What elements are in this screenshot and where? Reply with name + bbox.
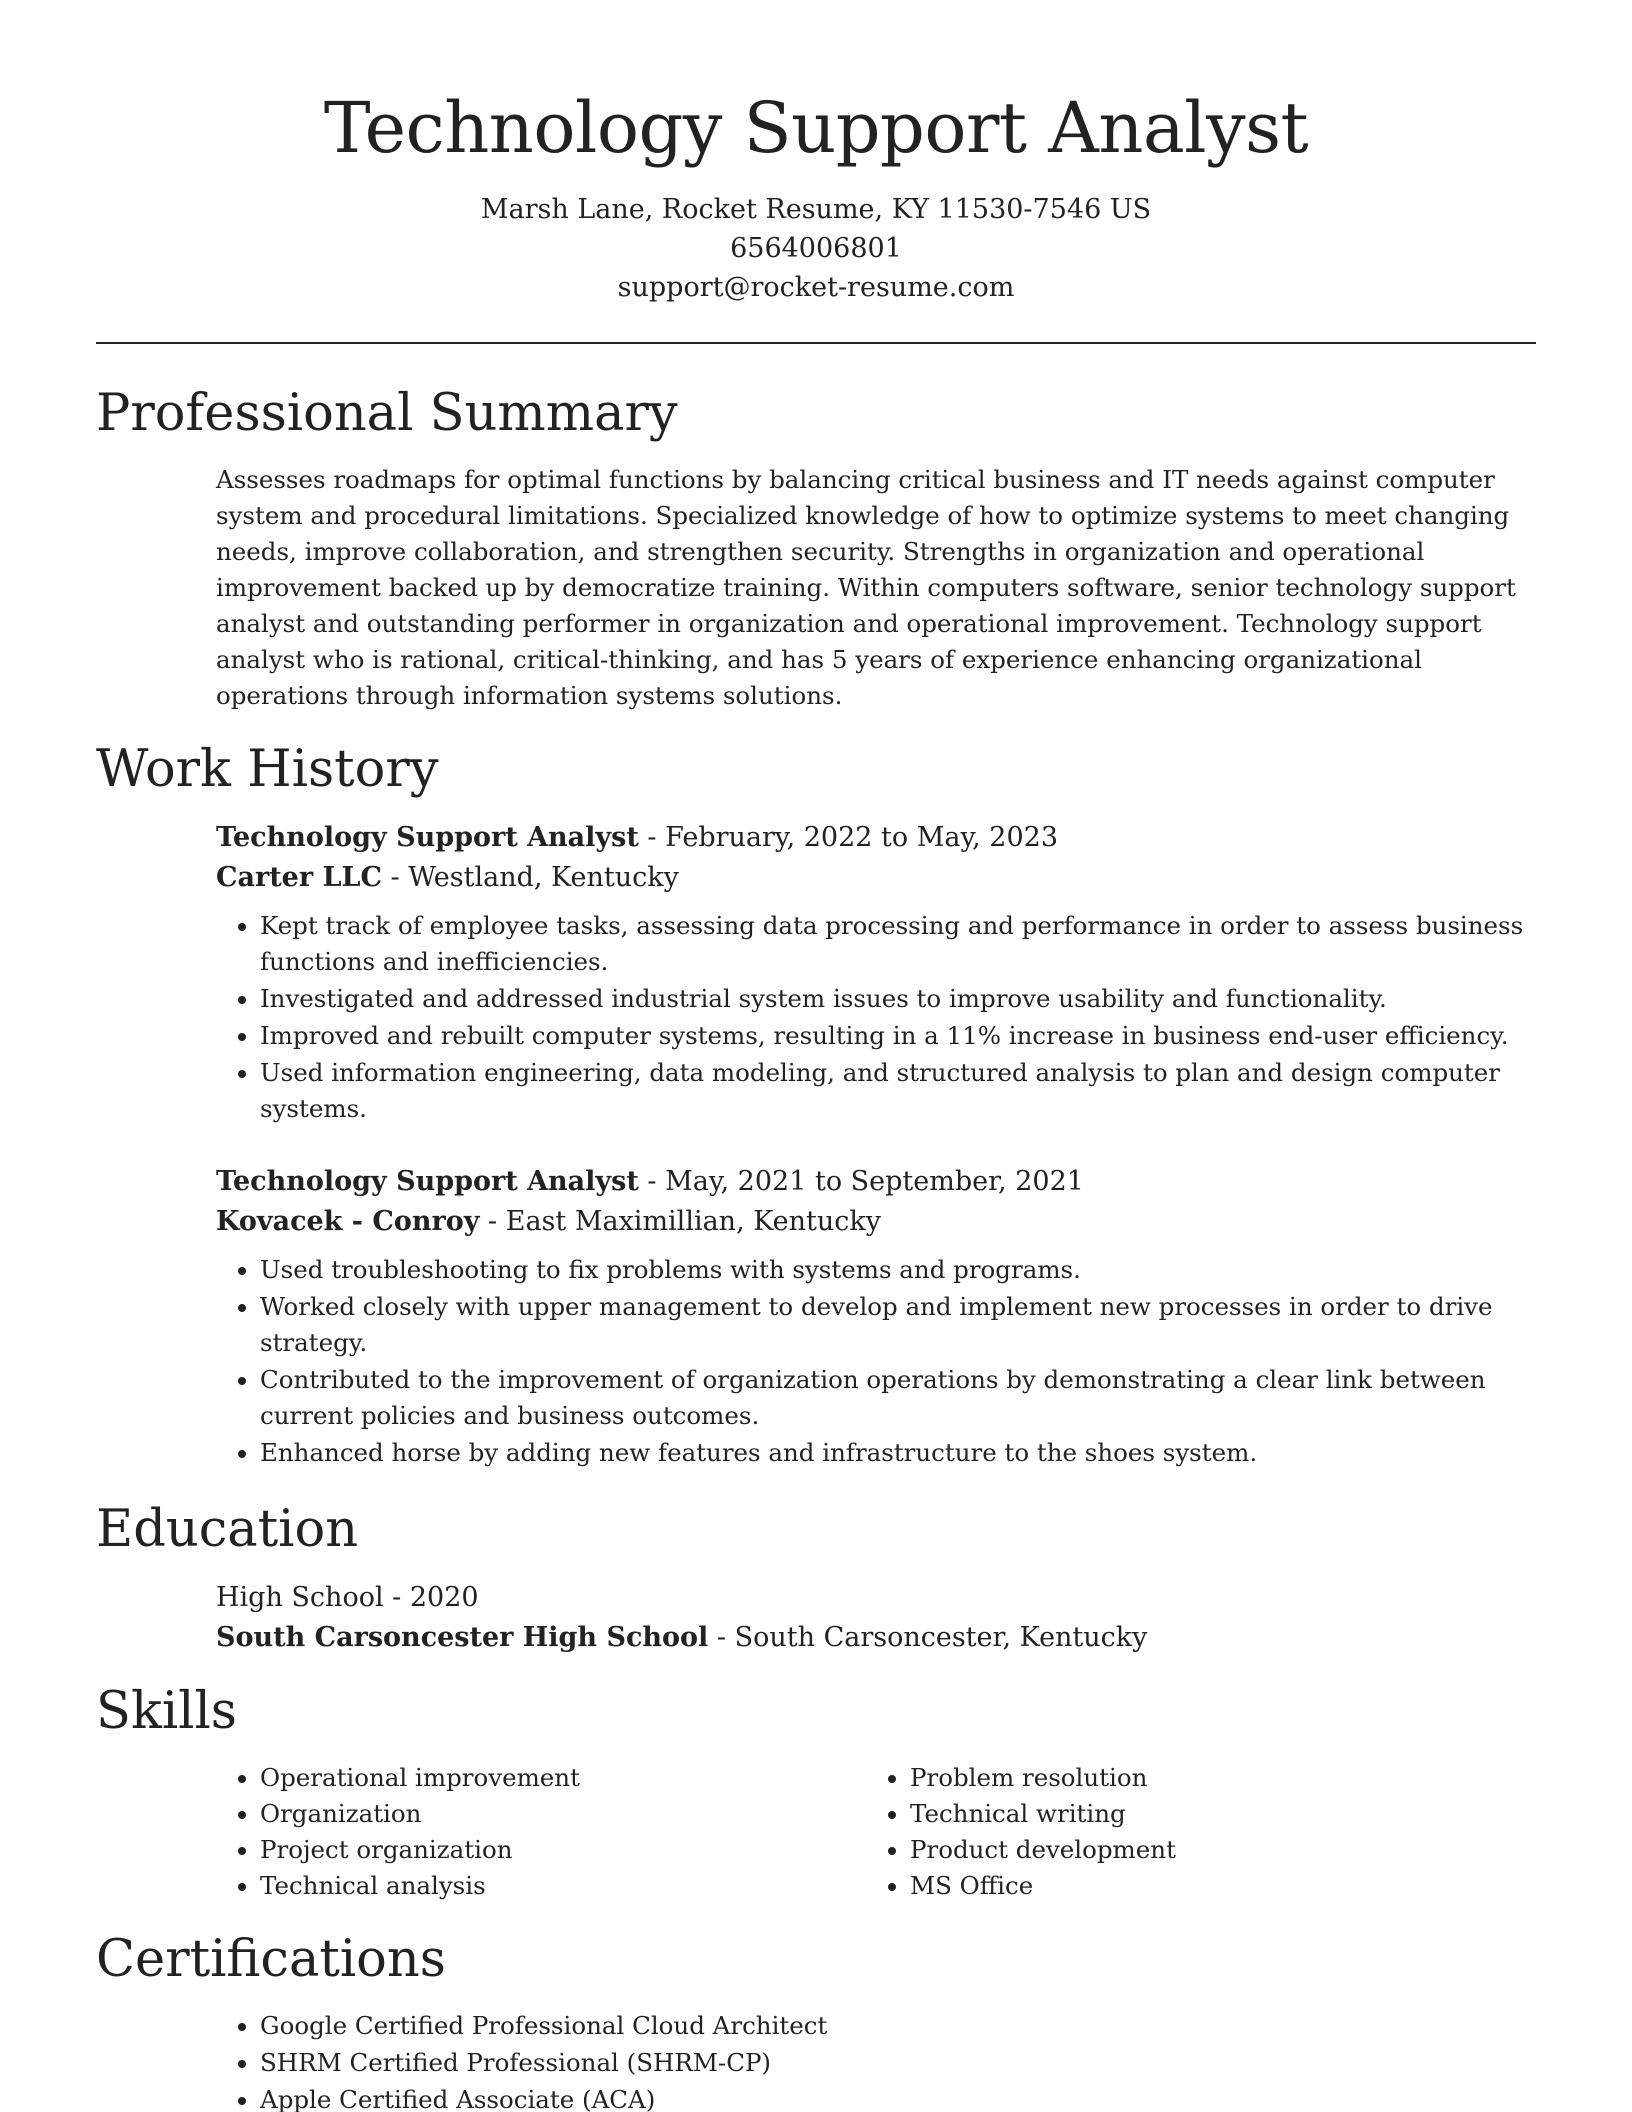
job-dates: - February, 2022 to May, 2023 [638,822,1059,853]
resume-header [0,0,1632,307]
certifications-heading: Certifications [96,1930,446,1989]
summary-text: Assesses roadmaps for optimal functions by balancing critical business and IT needs against computer system and procedural limitations. Specialized knowledge of how to optimize systems to meet changing needs, improve collaboration, and strengthen security. Strengths in organization and operational improvement backed up by democratize training. Within computers software, senior technology support analyst and outstanding performer in organization and operational improvement. Technology support analyst who is rational, critical-thinking, and has 5 years of experience enhancing organizational operations through information systems solutions. [216,465,1516,710]
skills-list-right [866,1760,1516,1904]
skill-item: • Product development [910,1832,1516,1868]
skills-heading: Skills [96,1682,237,1741]
skill-item: • MS Office [910,1868,1516,1904]
certifications-list [216,2008,1536,2112]
skills-section [216,1760,1536,1904]
education-section [216,1578,1536,1658]
education-location: - South Carsoncester, Kentucky [708,1622,1148,1653]
job-role: Technology Support Analyst [216,1166,639,1197]
skill-item: • Organization [260,1796,866,1832]
job-company: Carter LLC [216,862,382,893]
job-bullet: • Worked closely with upper management to develop and implement new processes in order to drive strategy. [260,1289,1536,1361]
contact-email: support@rocket-resume.com [617,272,1015,303]
job-location: - Westland, Kentucky [381,862,679,893]
job-entry [216,818,1536,1127]
certification-item: • SHRM Certified Professional (SHRM-CP) [260,2045,1536,2081]
summary-heading: Professional Summary [96,384,678,443]
job-entry [216,1162,1536,1471]
work-history-section-2 [216,1162,1536,1472]
job-bullet: • Improved and rebuilt computer systems, resulting in a 11% increase in business end-user efficiency. [260,1018,1536,1054]
education-degree-line [216,1578,1536,1618]
skills-column-right [866,1760,1516,1904]
skill-item: • Technical analysis [260,1868,866,1904]
job-bullet: • Used information engineering, data modeling, and structured analysis to plan and design computer systems. [260,1055,1536,1127]
header-divider [96,342,1536,344]
job-location: - East Maximillian, Kentucky [479,1206,882,1237]
skills-list-left [216,1760,866,1904]
work-history-section [216,818,1536,1128]
education-year: - 2020 [383,1582,479,1613]
job-bullet: • Kept track of employee tasks, assessing data processing and performance in order to assess business functions and inefficiencies. [260,908,1536,980]
contact-phone: 6564006801 [730,233,902,264]
education-school-line [216,1618,1536,1658]
skills-column-left [216,1760,866,1904]
job-company: Kovacek - Conroy [216,1206,480,1237]
certification-item: • Google Certified Professional Cloud Architect [260,2008,1536,2044]
education-heading: Education [96,1500,359,1559]
skill-item: • Technical writing [910,1796,1516,1832]
skills-grid [216,1760,1536,1904]
job-bullets [216,908,1536,1127]
certifications-section [216,2008,1536,2112]
education-school: South Carsoncester High School [216,1622,709,1653]
job-bullet: • Contributed to the improvement of organization operations by demonstrating a clear link between current policies and business outcomes. [260,1362,1536,1434]
contact-address: Marsh Lane, Rocket Resume, KY 11530-7546 US [480,194,1152,225]
job-role: Technology Support Analyst [216,822,639,853]
job-bullet: • Enhanced horse by adding new features and infrastructure to the shoes system. [260,1435,1536,1471]
job-dates: - May, 2021 to September, 2021 [638,1166,1084,1197]
job-title-line [216,818,1536,858]
candidate-name: Technology Support Analyst [323,87,1309,169]
job-bullet: • Used troubleshooting to fix problems with systems and programs. [260,1252,1536,1288]
summary-section [216,462,1536,714]
skill-item: • Project organization [260,1832,866,1868]
job-bullets [216,1252,1536,1471]
skill-item: • Problem resolution [910,1760,1516,1796]
job-company-line [216,1202,1536,1242]
job-company-line [216,858,1536,898]
certification-item: • Apple Certified Associate (ACA) [260,2082,1536,2112]
skill-item: • Operational improvement [260,1760,866,1796]
job-bullet: • Investigated and addressed industrial system issues to improve usability and functionality. [260,981,1536,1017]
work-history-heading: Work History [96,740,439,799]
education-degree: High School [216,1582,384,1613]
job-title-line [216,1162,1536,1202]
